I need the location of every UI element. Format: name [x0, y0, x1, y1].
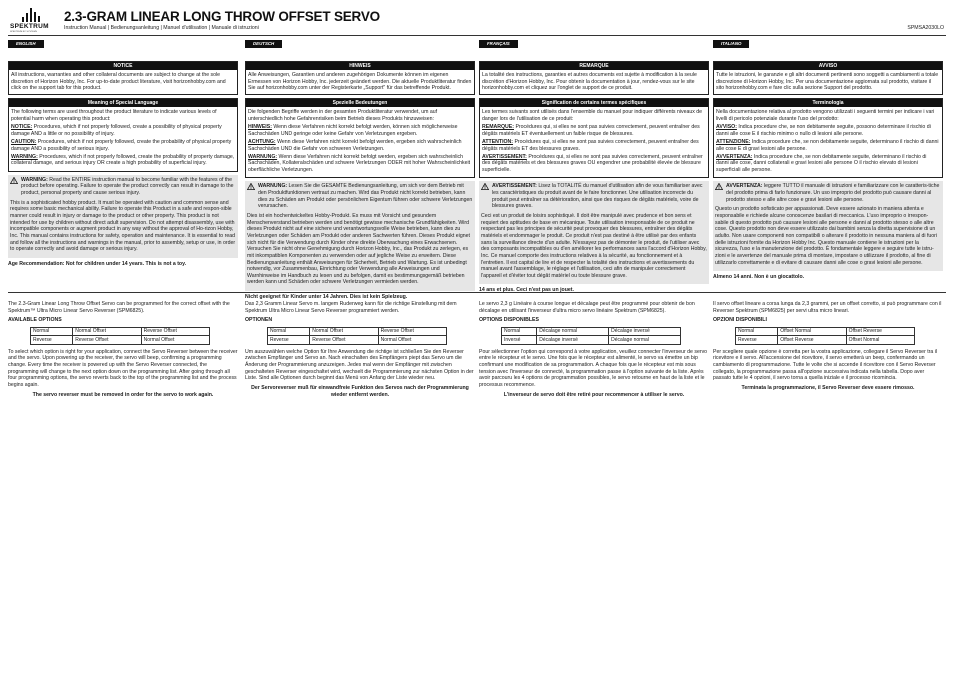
table-cell: Normal Offset	[73, 327, 141, 335]
program-intro: Il servo offset lineare a corsa lunga da 2,3 grammi, per un offset corretto, si può programmare con il Reverser Spektrum (SPM6825) per servi ultra micro lineari.	[713, 301, 942, 314]
age-recommendation: Nicht geeignet für Kinder unter 14 Jahren. Dies ist kein Spielzeug.	[245, 294, 408, 301]
language-tag: ITALIANO	[713, 40, 749, 48]
options-title: OPTIONEN	[245, 317, 273, 324]
program-procedure: To select which option is right for your application, connect the Servo Reverser between the receiver and the servo. Upon powering up the receiver, the servo will beep, confirming a programming change. Every time the receiver is powered up with the Servo Reverser connected, the programming will change to the next option down on the programming list. After going through all four programming options, the servo reverts back to the top of the programming list and the process begins again.	[8, 348, 238, 389]
warning-definition: WARNUNG: Wenn diese Verfahren nicht korrekt befolgt werden, ergeben sich wahrscheinlich Sachschäden, Kollateralschäden und schwere Verletzungen ODER mit hoher Wahrscheinlichkeit oberflächliche Verletzungen.	[248, 153, 471, 174]
language-tag: ENGLISH	[8, 40, 44, 48]
warning-text: AVERTISSEMENT: Lisez la TOTALITÉ du manuel d'utilisation afin de vous familiariser avec les caractéristiques du produit avant de le faire fonctionner. Une utilisation incorrecte du produit peut entraîner sa détérioration, ainsi que des risques de dégâts matériels, voire de blessures graves.	[492, 183, 703, 210]
table-row	[502, 336, 681, 344]
notice-text: Alle Anweisungen, Garantien und anderen zugehörigen Dokumente können im eigenen Ermessen von Horizon Hobby, Inc. jederzeit geändert werden. Die aktuelle Produktliteratur finden Sie auf horizonhobby.com unter der Registerkarte „Support" für das betreffende Produkt.	[248, 72, 472, 92]
table-row	[31, 327, 210, 335]
language-tag: DEUTSCH	[245, 40, 282, 48]
safety-body: This is a sophisticated hobby product. It must be operated with caution and common sense and requires some basic mechanical ability. Failure to operate this Product in a safe and respon-sible manner could result in injury or damage to the product or other property. This product is not intended for use by children without direct adult supervision. Do not attempt disassembly, use with incompatible components or augment product in any way without the approval of Ho-rizon Hobby, Inc. This manual contains instructions for safety, operation and maintenance. It is essential to read and follow all the instructions and warnings in the manual, prior to assembly, setup or use, in order to operate correctly and avoid damage or serious injury.	[10, 199, 236, 253]
document-title: 2.3-GRAM LINEAR LONG THROW OFFSET SERVO	[64, 9, 380, 24]
meaning-box	[713, 98, 943, 178]
safety-body: Dies ist ein hochentwickeltes Hobby-Produkt. Es muss mit Vorsicht und gesundem Menschenverstand betrieben werden und benötigt gewisse mechanische Grundfähigkeiten. Wird dieses Produkt nicht auf eine sichere und verantwortungsvolle Weise betrieben, kann dies zu Verletzungen oder Schäden am Produkt oder anderen Sachwerten führen. Dieses Produkt eignet sich nicht für die Verwendung durch Kinder ohne direkte Überwachung eines Erwachsenen. Versuchen Sie nicht ohne Genehmigung durch Horizon Hobby, Inc., das Produkt zu zerlegen, es mit inkompatiblen Komponenten zu verwenden oder auf jegliche Weise zu erweitern. Diese Bedienungsanleitung enthält Anweisungen für Sicherheit, Betrieb und Wartung. Es ist unbedingt notwendig, vor Zusammenbau, Einrichtung oder Verwendung alle Anweisungen und Warnhinweise im Handbuch zu lesen und zu befolgen, damit es bestimmungsgemäß betrieben werden kann und Schäden oder schwere Verletzungen vermieden werden.	[247, 212, 470, 286]
warning-triangle-icon	[10, 177, 18, 184]
table-cell: Reverse Offset	[73, 336, 141, 344]
spektrum-logo	[10, 8, 62, 36]
caution-definition: ATTENTION: Procédures qui, si elles ne sont pas suivies correctement, peuvent entraîner des dégâts matériels ET des blessures graves.	[482, 139, 699, 152]
table-cell: Offset Reverse	[778, 336, 846, 344]
language-program-column	[245, 301, 475, 398]
meaning-box	[479, 98, 709, 178]
table-cell: Normal	[31, 327, 73, 335]
warning-definition: WARNING: Procedures, which if not properly followed, create the probability of property damage, collateral damage, and serious injury OR create a high probability of superficial injury.	[11, 153, 235, 167]
language-column	[479, 40, 709, 294]
notice-definition: AVVISO: Indica procedure che, se non debitamente seguite, possono determinare il rischio di danni alle cose E il rischio minimo o nullo di lesioni alle persone.	[716, 124, 931, 137]
notice-heading: HINWEIS	[246, 62, 474, 70]
meaning-heading: Meaning of Special Language	[9, 99, 237, 107]
notice-heading: REMARQUE	[480, 62, 708, 70]
warning-definition: AVVERTENZA: Indica procedure che, se non debitamente seguite, determinano il rischio di danni alle cose, danni collaterali e gravi lesioni alle persone O il rischio elevato di lesioni superficiali alle persone.	[716, 153, 927, 174]
notice-heading: AVVISO	[714, 62, 942, 70]
meaning-intro: Nella documentazione relativa al prodotto vengono utilizzati i seguenti termini per indicare i vari livelli di pericolo potenziale durante l'uso del prodotto:	[716, 109, 935, 123]
warning-block	[245, 181, 475, 291]
meaning-intro: The following terms are used throughout the product literature to indicate various levels of potential harm when operating this product:	[11, 109, 217, 123]
notice-box	[8, 61, 238, 95]
language-column	[245, 40, 475, 301]
language-column	[713, 40, 943, 281]
options-title: AVAILABLE OPTIONS	[8, 317, 62, 324]
language-program-column	[8, 301, 238, 398]
warning-definition: AVERTISSEMENT: Procédures qui, si elles ne sont pas suivies correctement, peuvent entraîner des dégâts matériels et des blessures graves OU engendrer une probabilité élevée de blessure superficielle.	[482, 153, 703, 174]
options-title: OPZIONI DISPONIBILI	[713, 317, 767, 324]
table-cell: Normal	[268, 327, 310, 335]
caution-definition: ACHTUNG: Wenn diese Verfahren nicht korrekt befolgt werden, ergeben sich wahrscheinlich Sachschäden UND die Gefahr von schweren Verletzungen.	[248, 139, 462, 152]
document-subtitle: Instruction Manual | Bedienungsanleitung | Manuel d'utilisation | Manuale di istruzioni	[64, 25, 259, 31]
program-procedure: Pour sélectionner l'option qui correspond à votre application, veuillez connecter l'inverseur de servo entre le récepteur et le servo. Une fois que le récepteur est alimenté, le servo va émettre un bip confirmant une modification de sa programmation. A chaque fois que le récepteur est mis sous tension avec l'inverseur de connecté, la programmation passe à l'option suivante de la liste. Après avoir parcouru les 4 options de programmation possibles, le servo retourne en haut de la liste et le processus recommence.	[479, 348, 708, 389]
warning-block	[713, 181, 943, 271]
logo-tagline: SPEKTRUM RC SYSTEMS	[10, 31, 37, 33]
language-column	[8, 40, 238, 268]
program-intro: The 2.3-Gram Linear Long Throw Offset Servo can be programmed for the correct offset with the Spektrum™ Ultra Micro Linear Servo Reverser (SPM6825).	[8, 301, 230, 314]
table-cell: Reverse	[31, 336, 73, 344]
notice-text: All instructions, warranties and other collateral documents are subject to change at the sole discretion of Horizon Hobby, Inc. For up-to-date product literature, visit horizonhobby.com and click on the support tab for this product.	[11, 72, 226, 92]
notice-text: La totalité des instructions, garanties et autres documents est sujette à modification à la seule discrétion d'Horizon Hobby, Inc. Pour obtenir la documentation à jour, rendez-vous sur le site horizonhobby.com et cliquez sur l'onglet de support de ce produit.	[482, 72, 697, 92]
safety-body: Questo un prodotto sofisticato per appassionati. Deve essere azionato in maniera attenta e responsabile e richiede alcune conoscenze basilari di meccanica. L'uso improprio o irrespon-sabile di questo prodotto può causare lesioni alle persone e danni al prodotto stesso o alle altre cose. Questo prodotto non deve essere utilizzato dai bambini senza la diretta supervisione di un adulto. Non usare componenti non compatibili o alterare il prodotto in nessuna maniera al di fuori delle istruzioni fornite da Horizon Hobby Inc. Questo manuale contiene le istruzioni per la sicurezza, l'uso e la manutenzione del prodotto. È fondamentale leggere e seguire tutte le istru-zioni e le avvertenze del manuale prima di montare, impostare o utilizzare il prodotto, al fine di utilizzarlo correttamente e di evitare di causare danni alle cose o gravi lesioni alle persone.	[715, 206, 938, 266]
table-cell: Offset Normal	[778, 327, 846, 335]
notice-box	[245, 61, 475, 95]
options-table	[501, 327, 681, 345]
table-cell: Reverse Offset	[378, 327, 446, 335]
language-tag: FRANÇAIS	[479, 40, 518, 48]
options-title: OPTIONS DISPONIBLES	[479, 317, 539, 324]
table-cell: Reverse	[268, 336, 310, 344]
remove-reverser-note: Der Servoreverser muß für einwandfreie Funktion des Servos nach der Programmierung wieder entfernt werden.	[251, 385, 469, 398]
table-cell: Décalage inversé	[609, 327, 681, 335]
warning-triangle-icon	[481, 183, 489, 190]
remove-reverser-note: The servo reverser must be removed in order for the servo to work again.	[32, 391, 214, 398]
notice-box	[479, 61, 709, 95]
program-intro: Das 2,3 Gramm Linear Servo m. langem Ruderweg kann für die richtige Einstellung mit dem Spektrum Ultra Micro Linear Servo Reverser programmiert werden.	[245, 301, 457, 314]
age-recommendation: 14 ans et plus. Ceci n'est pas un jouet.	[479, 287, 574, 294]
table-row	[502, 327, 681, 335]
table-cell: Décalage inversé	[537, 336, 609, 344]
meaning-box	[245, 98, 475, 178]
warning-triangle-icon	[715, 183, 723, 190]
meaning-box	[8, 98, 238, 172]
safety-body: Ceci est un produit de loisirs sophistiqué. Il doit être manipulé avec prudence et bon sens et requiert des aptitudes de base en mécanique. Toute utilisation irresponsable de ce produit ne respectant pas les principes de sécurité peut provoquer des blessures, entraîner des dégâts matériels et endommager le produit. Ce produit n'est pas destiné à être utilisé par des enfants sans la surveillance directe d'un adulte. N'essayez pas de démonter le produit, de l'utiliser avec des composants incompatibles ou d'en améliorer les performances sans l'accord d'Horizon Hobby, Inc. Ce manuel comporte des instructions relatives à la sécurité, au fonctionnement et à l'entretien. Il est capital de lire et de respecter la totalité des instructions et avertissements du manuel avant l'assemblage, le réglage et l'utilisation, ceci afin de manipuler correctement l'appareil et d'éviter tout dégât matériel ou toute blessure grave.	[481, 212, 707, 279]
meaning-heading: Signification de certains termes spécifiques	[480, 99, 708, 107]
notice-box	[713, 61, 943, 95]
document-header	[8, 6, 946, 36]
meaning-intro: Les termes suivants sont utilisés dans l'ensemble du manuel pour indiquer différents niveaux de danger lors de l'utilisation de ce produit:	[482, 109, 703, 123]
table-cell: Reverse	[736, 336, 778, 344]
table-row	[31, 336, 210, 344]
notice-definition: REMARQUE: Procédures qui, si elles ne sont pas suivies correctement, peuvent entraîner des dégâts matériels ET éventuellement un faible risque de blessures.	[482, 124, 700, 137]
table-cell: Offset Reverse	[846, 327, 914, 335]
table-cell: Normal	[502, 327, 537, 335]
notice-heading: NOTICE	[9, 62, 237, 70]
warning-text: WARNING: Read the ENTIRE instruction manual to become familiar with the features of the product before operating. Failure to operate the product correctly can result in damage to the product, personal property and cause serious injury.	[21, 176, 234, 196]
program-procedure: Per scegliere quale opzione è corretta per la vostra applicazione, collegare il Servo Reverser tra il ricevitore e il servo. All'accensione del ricevitore, il servo emetterà un beep, confermando un cambiamento di programmazione. Tutte le volte che si accende il ricevitore con il Servo Reverser collegato, la programmazione passa all'opzione successiva indicata nella tabella. Dopo aver passato tutte le 4 opzioni, il servo torna a quella iniziale e il processo ricomincia.	[713, 348, 938, 382]
table-cell: Reverse Offset	[310, 336, 378, 344]
meaning-heading: Spezielle Bedeutungen	[246, 99, 474, 107]
notice-definition: NOTICE: Procedures, which if not properly followed, create a possibility of physical property damage AND a little or no possibility of injury.	[11, 124, 222, 137]
table-cell: Décalage normal	[609, 336, 681, 344]
notice-definition: HINWEIS: Wenn diese Verfahren nicht korrekt befolgt werden, können sich möglicherweise Sachschäden UND geringe oder keine Gefahr von Verletzungen ergeben.	[248, 124, 458, 137]
language-program-column	[713, 301, 943, 392]
remove-reverser-note: Terminata la programmazione, il Servo Reverser deve essere rimosso.	[741, 385, 915, 392]
section-divider	[8, 292, 946, 293]
meaning-intro: Die folgenden Begriffe werden in der gesamten Produktliteratur verwendet, um auf unterschiedlich hohe Gefahrenrisiken beim Betrieb dieses Produkts hinzuweisen:	[248, 109, 438, 123]
table-row	[736, 336, 915, 344]
options-table	[735, 327, 915, 345]
program-intro: Le servo 2,3 g Linéaire à course longue et décalage peut être programmé pour obtenir de bon décalage en utilisant l'inverseur d'ultra micro servo linéaire Spektrum (SPM6825).	[479, 301, 695, 314]
warning-text: AVVERTENZA: leggere TUTTO il manuale di istruzioni e familiarizzare con le caratteris-tiche del prodotto prima di farlo funzionare. Un uso improprio del prodotto può causare danni al prodotto stesso e alle altre cose e gravi lesioni alle persone.	[726, 183, 940, 203]
table-cell: Reverse Offset	[141, 327, 209, 335]
table-row	[268, 327, 447, 335]
table-row	[268, 336, 447, 344]
remove-reverser-note: L'inverseur de servo doit être retiré pour recommencer à utiliser le servo.	[503, 391, 685, 398]
caution-definition: ATTENZIONE: Indica procedure che, se non debitamente seguite, determinano il rischio di danni alle cose E di gravi lesioni alle persone.	[716, 139, 939, 152]
warning-block	[479, 181, 709, 284]
warning-triangle-icon	[247, 183, 255, 190]
table-cell: Offset Normal	[846, 336, 914, 344]
table-cell: Inversé	[502, 336, 537, 344]
table-cell: Normal Offset	[141, 336, 209, 344]
table-cell: Normal Offset	[378, 336, 446, 344]
notice-text: Tutte le istruzioni, le garanzie e gli altri documenti pertinenti sono soggetti a cambiamenti a totale discrezione di Horizon Hobby, Inc. Per una documentazione aggiornata sul prodotto, visitare il sito horizonhobby.com e fare clic sulla sezione Support del prodotto.	[716, 72, 939, 92]
options-table	[30, 327, 210, 345]
part-number: SPMSA2030LO	[907, 25, 944, 31]
spektrum-bars-icon	[22, 8, 48, 22]
warning-block	[8, 175, 238, 258]
options-table	[267, 327, 447, 345]
age-recommendation: Almeno 14 anni. Non è un giocattolo.	[713, 274, 805, 281]
program-procedure: Um auszuwählen welche Option für Ihre Anwendung die richtige ist schließen Sie den Reverser zwischen Empfänger und Servo an. Nach einschalten des Empfängers piept das Servo um die Änderung der Programmierung anzuzeigen. Jedes mal wenn der Empfänger mit zwischen geschalteten Reverser eingeschaltet wird, wechselt die Programmierung zur nächsten Option in der Liste. Sind alle Optionen durch beginnt das Menü von Anfang der Liste wieder neu.	[245, 348, 474, 382]
warning-text: WARNUNG: Lesen Sie die GESAMTE Bedienungsanleitung, um sich vor dem Betrieb mit den Produktfunktionen vertraut zu machen. Wird das Produkt nicht korrekt betrieben, kann dies zu Schäden am Produkt oder persönlichem Eigentum führen oder schwere Verletzungen verursachen.	[258, 183, 473, 210]
meaning-heading: Terminologia	[714, 99, 942, 107]
table-cell: Décalage normal	[537, 327, 609, 335]
table-row	[736, 327, 915, 335]
language-program-column	[479, 301, 709, 398]
caution-definition: CAUTION: Procedures, which if not properly followed, create the probability of physical property damage AND a possibility of serious injury.	[11, 139, 232, 152]
age-recommendation: Age Recommendation: Not for children under 14 years. This is not a toy.	[8, 260, 187, 267]
table-cell: Normal Offset	[310, 327, 378, 335]
logo-wordmark: SPEKTRUM	[10, 23, 49, 30]
table-cell: Normal	[736, 327, 778, 335]
